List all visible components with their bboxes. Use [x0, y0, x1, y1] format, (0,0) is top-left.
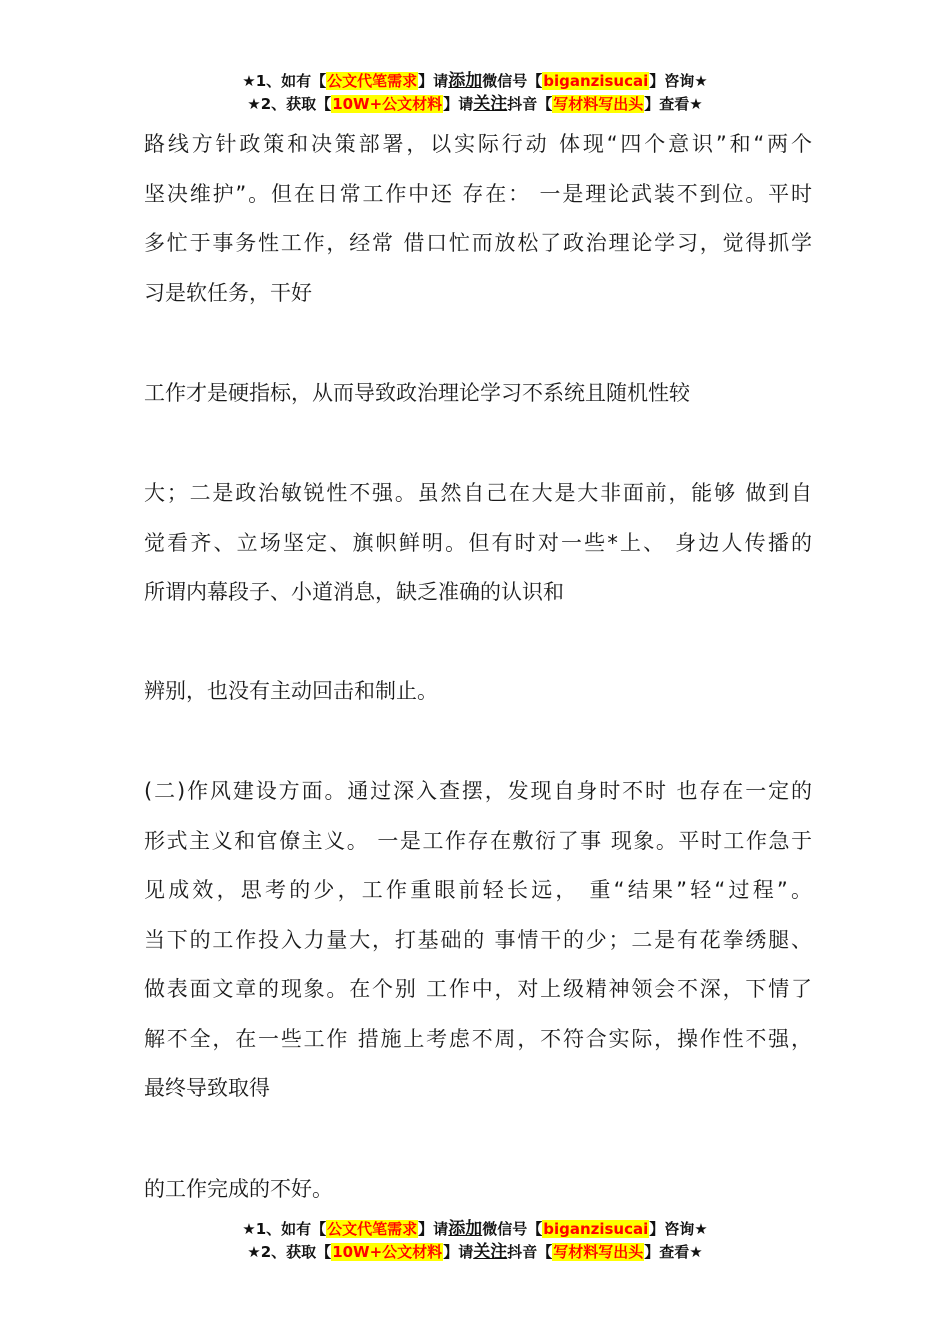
text-line: 解不全，在一些工作 措施上考虑不周，不符合实际，操作性不强， — [144, 1026, 812, 1051]
text-line: 见成效，思考的少，工作重眼前轻长远， 重“结果”轻“过程”。 — [144, 878, 812, 902]
banner-line-1-mid1: 】请 — [418, 72, 449, 90]
banner-line-1-prefix: ★1、如有【 — [242, 1220, 327, 1238]
text-line: 形式主义和官僚主义。 一是工作存在敷衍了事 现象。平时工作急于 — [144, 828, 812, 853]
banner-highlight-service: 公文代笔需求 — [327, 72, 418, 90]
banner-line-2-mid1: 】请 — [443, 95, 474, 113]
paragraph-2 — [144, 369, 812, 419]
banner-line-2-prefix: ★2、获取【 — [247, 95, 332, 113]
text-line: 坚决维护”。但在日常工作中还 存在： 一是理论武装不到位。平时 — [144, 181, 812, 206]
text-line: 觉看齐、立场坚定、旗帜鲜明。但有时对一些*上、 身边人传播的 — [144, 530, 812, 555]
bottom-banner — [0, 1218, 950, 1264]
banner-highlight-wechat-id: biganzisucai — [543, 1220, 649, 1238]
paragraph-1 — [144, 120, 812, 318]
banner-line-1-prefix: ★1、如有【 — [242, 72, 327, 90]
banner-line-2-suffix: 】查看★ — [644, 1243, 703, 1261]
banner-line-1-mid2: 微信号【 — [482, 72, 543, 90]
text-line: 辨别，也没有主动回击和制止。 — [144, 679, 438, 703]
banner-line-1-suffix: 】咨询★ — [649, 1220, 708, 1238]
banner-highlight-wechat-id: biganzisucai — [543, 72, 649, 90]
banner-line-1-suffix: 】咨询★ — [649, 72, 708, 90]
banner-line-1 — [0, 1218, 950, 1241]
banner-line-2-mid1: 】请 — [443, 1243, 474, 1261]
banner-line-2-mid2: 抖音【 — [507, 95, 553, 113]
text-line: (二)作风建设方面。通过深入查摆，发现自身时不时 也存在一定的 — [144, 779, 812, 803]
banner-highlight-douyin-account: 写材料写出头 — [553, 1243, 644, 1261]
banner-line-2 — [0, 93, 950, 116]
banner-line-2-mid2: 抖音【 — [507, 1243, 553, 1261]
banner-highlight-materials: 10W+公文材料 — [332, 95, 443, 113]
paragraph-3 — [144, 469, 812, 618]
text-line: 大；二是政治敏锐性不强。虽然自己在大是大非面前，能够 做到自 — [144, 481, 812, 505]
text-line: 工作才是硬指标，从而导致政治理论学习不系统且随机性较 — [144, 381, 690, 405]
banner-underline-add: 添加 — [448, 1219, 483, 1239]
banner-line-2 — [0, 1241, 950, 1264]
banner-line-2-suffix: 】查看★ — [644, 95, 703, 113]
banner-line-1-mid2: 微信号【 — [482, 1220, 543, 1238]
banner-underline-add: 添加 — [448, 71, 483, 91]
banner-underline-follow: 关注 — [473, 1242, 508, 1262]
banner-line-1 — [0, 70, 950, 93]
paragraph-4 — [144, 667, 812, 717]
top-banner — [0, 70, 950, 116]
banner-line-1-mid1: 】请 — [418, 1220, 449, 1238]
text-line: 做表面文章的现象。在个别 工作中，对上级精神领会不深，下情了 — [144, 977, 812, 1001]
paragraph-5 — [144, 767, 812, 1114]
banner-line-2-prefix: ★2、获取【 — [247, 1243, 332, 1261]
text-line: 多忙于事务性工作，经常 借口忙而放松了政治理论学习，觉得抓学 — [144, 231, 812, 255]
banner-highlight-service: 公文代笔需求 — [327, 1220, 418, 1238]
text-line: 的工作完成的不好。 — [144, 1177, 333, 1201]
text-line: 路线方针政策和决策部署，以实际行动 体现“四个意识”和“两个 — [144, 132, 812, 156]
banner-highlight-materials: 10W+公文材料 — [332, 1243, 443, 1261]
text-line: 习是软任务，干好 — [144, 280, 312, 305]
paragraph-6 — [144, 1165, 812, 1215]
text-line: 所谓内幕段子、小道消息，缺乏准确的认识和 — [144, 580, 564, 604]
banner-highlight-douyin-account: 写材料写出头 — [553, 95, 644, 113]
text-line: 最终导致取得 — [144, 1076, 270, 1100]
text-line: 当下的工作投入力量大，打基础的 事情干的少；二是有花拳绣腿、 — [144, 927, 812, 952]
banner-underline-follow: 关注 — [473, 94, 508, 114]
